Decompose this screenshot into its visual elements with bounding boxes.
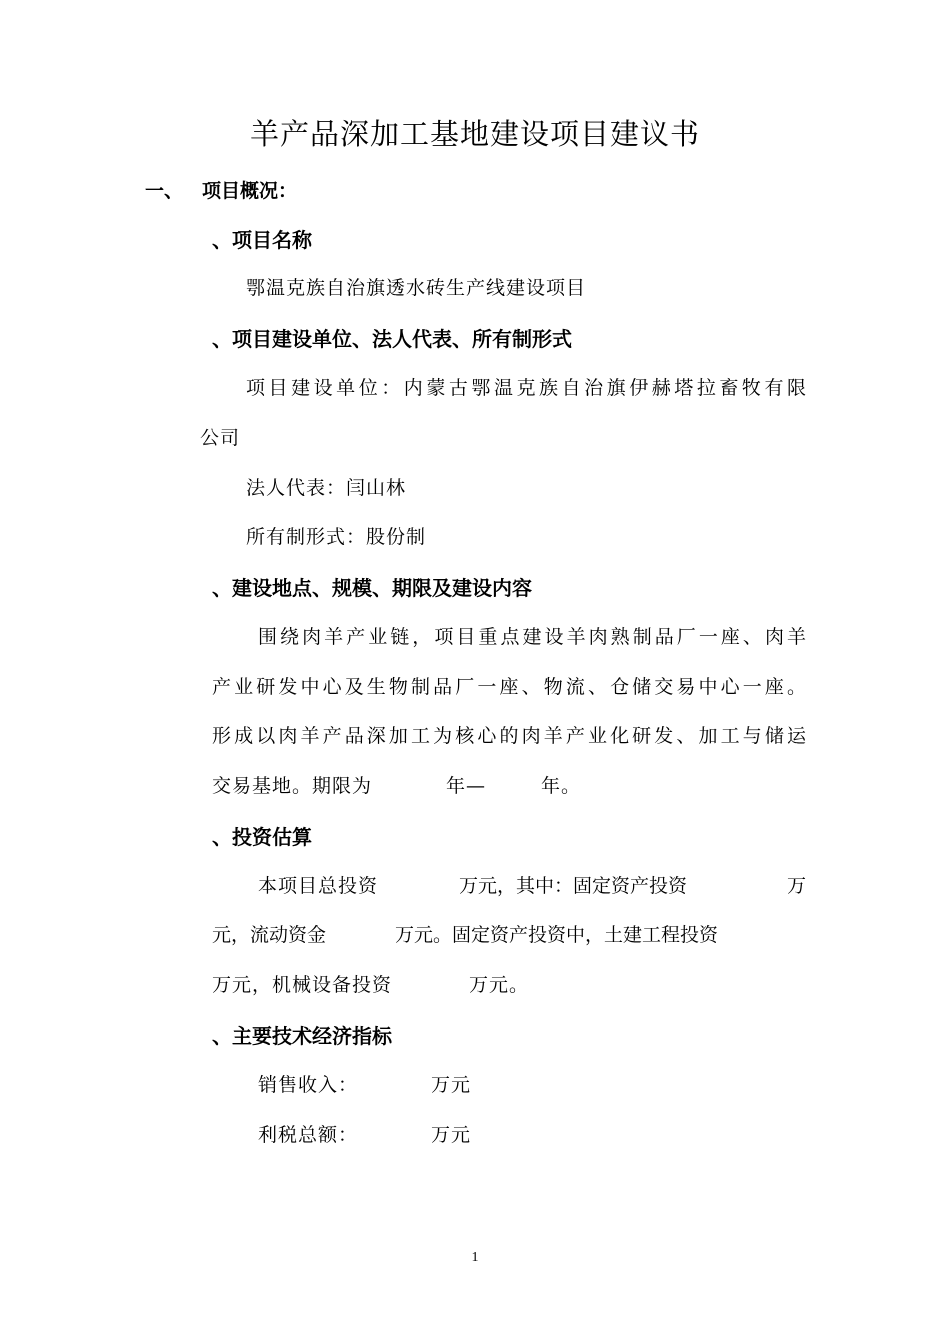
- investment-line-1-start: 本项目总投资: [258, 875, 379, 897]
- section-heading: 项目概况：: [202, 180, 298, 202]
- content-line-1: 围绕肉羊产业链，项目重点建设羊肉熟制品厂一座、肉羊: [258, 626, 806, 648]
- sales-revenue-unit: 万元: [431, 1074, 472, 1096]
- subsection-heading-unit: 、项目建设单位、法人代表、所有制形式: [212, 327, 572, 351]
- subsection-heading-indicators: 、主要技术经济指标: [212, 1024, 392, 1048]
- unit-text-line-1: 项目建设单位：内蒙古鄂温克族自治旗伊赫塔拉畜牧有限: [246, 377, 806, 399]
- section-number: 一、: [145, 180, 184, 202]
- profit-tax-unit: 万元: [431, 1124, 472, 1146]
- investment-line-1-mid: 万元，其中：固定资产投资: [459, 875, 688, 897]
- project-name-text: 鄂温克族自治旗透水砖生产线建设项目: [246, 277, 587, 299]
- page-number: 1: [471, 1250, 479, 1265]
- legal-representative: 法人代表：闫山林: [246, 477, 407, 499]
- profit-tax-label: 利税总额：: [258, 1124, 359, 1146]
- investment-line-1-end: 万: [787, 875, 808, 897]
- content-line-2: 产业研发中心及生物制品厂一座、物流、仓储交易中心一座。: [212, 676, 806, 698]
- subsection-heading-investment: 、投资估算: [212, 825, 312, 849]
- investment-line-2-start: 元，流动资金: [212, 924, 327, 946]
- investment-line-3-start: 万元，机械设备投资: [212, 974, 393, 996]
- sales-revenue-label: 销售收入：: [258, 1074, 359, 1096]
- investment-line-2-end: 万元。固定资产投资中，土建工程投资: [395, 924, 719, 946]
- subsection-heading-project-name: 、项目名称: [212, 228, 312, 252]
- unit-text-line-2: 公司: [200, 427, 241, 449]
- investment-line-3-end: 万元。: [469, 974, 530, 996]
- subsection-heading-location: 、建设地点、规模、期限及建设内容: [212, 576, 532, 600]
- content-line-4-year-to: 年。: [541, 775, 582, 797]
- content-line-4-year-from: 年—: [446, 775, 487, 797]
- ownership-form: 所有制形式：股份制: [246, 526, 427, 548]
- content-line-3: 形成以肉羊产品深加工为核心的肉羊产业化研发、加工与储运: [212, 725, 806, 747]
- document-title: 羊产品深加工基地建设项目建议书: [249, 117, 700, 151]
- content-line-4-start: 交易基地。期限为: [212, 775, 373, 797]
